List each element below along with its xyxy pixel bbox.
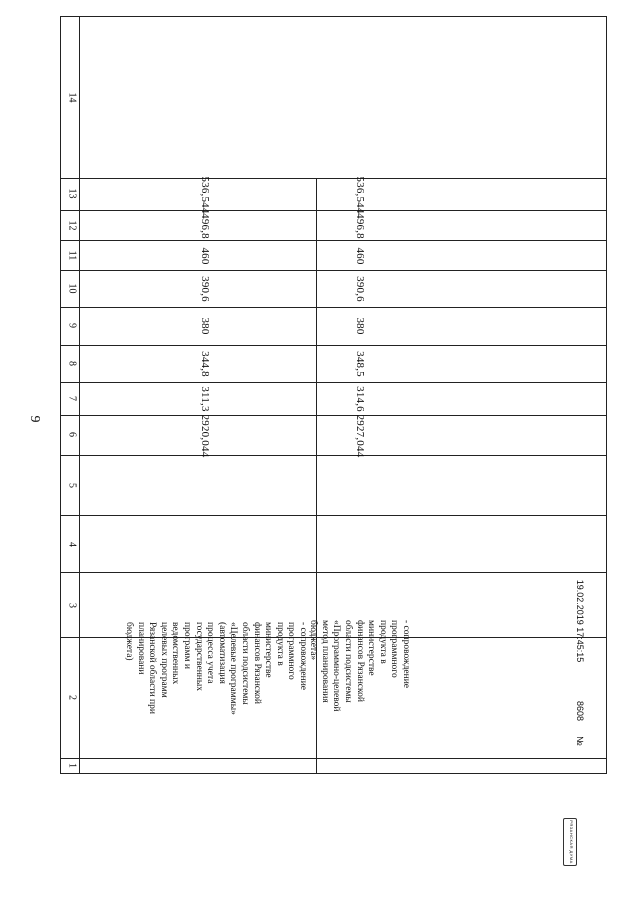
stamp-number: 8608 <box>575 700 585 722</box>
header-col-7: 7 <box>66 396 78 401</box>
row2-col11: 460 <box>354 247 366 265</box>
row1-col12: 496,8 <box>199 213 211 239</box>
stamp-number-prefix: № <box>575 736 585 746</box>
header-col-10: 10 <box>66 283 78 294</box>
header-col-1: 1 <box>66 763 78 768</box>
row2-col6: 2927,044 <box>354 414 366 458</box>
header-col-13: 13 <box>66 188 78 199</box>
row1-col7: 311,3 <box>199 386 211 412</box>
row1-col6: 2920,044 <box>199 414 211 458</box>
header-col-8: 8 <box>66 361 78 366</box>
header-col-6: 6 <box>66 432 78 437</box>
col-line-10 <box>60 515 607 516</box>
row2-col9: 380 <box>354 317 366 335</box>
col-line-11 <box>60 572 607 573</box>
row2-col8: 348,5 <box>354 351 366 377</box>
page-number: 9 <box>27 415 42 423</box>
row1-col11: 460 <box>199 247 211 265</box>
header-col-12: 12 <box>66 220 78 231</box>
col-line-6 <box>60 345 607 346</box>
table-border-left <box>60 16 61 774</box>
row2-col12: 496,8 <box>354 213 366 239</box>
header-col-14: 14 <box>66 92 78 103</box>
row1-col9: 380 <box>199 317 211 335</box>
col-line-5 <box>60 307 607 308</box>
stamp-datetime: 19.02.2019 17:45:15 <box>575 579 585 663</box>
duma-logo: РЯЗАНСКАЯ ДУМА <box>563 818 577 866</box>
header-col-3: 3 <box>66 603 78 608</box>
col-line-4 <box>60 270 607 271</box>
col-line-1 <box>60 178 607 179</box>
row1-col8: 344,8 <box>199 351 211 377</box>
row1-col13: 536,544 <box>199 176 211 214</box>
header-col-5: 5 <box>66 483 78 488</box>
table-border-right <box>606 16 607 774</box>
table-border-top <box>60 16 607 17</box>
col-line-2 <box>60 210 607 211</box>
header-col-2: 2 <box>66 695 78 700</box>
col-line-8 <box>60 415 607 416</box>
col-line-9 <box>60 455 607 456</box>
col-line-3 <box>60 240 607 241</box>
row1-description: - сопровождение программного продукта в министерстве финансов Рязанской области подсистемы «Целевые программы» (автоматизация процесса учета государственных программ и ведомственных целевых программ Рязанской области при планировани бюджета) <box>124 622 308 715</box>
col-line-7 <box>60 382 607 383</box>
header-col-9: 9 <box>66 323 78 328</box>
row2-description: - сопровождение программного продукта в министерстве финансов Рязанской области подсистемы «Программно-целевой метод планирования бюджета» <box>308 620 411 712</box>
row2-col10: 390,6 <box>354 276 366 302</box>
row2-col13: 536,544 <box>354 176 366 214</box>
header-col-4: 4 <box>66 542 78 547</box>
row1-col10: 390,6 <box>199 276 211 302</box>
row2-col7: 314,6 <box>354 386 366 412</box>
header-col-11: 11 <box>66 250 78 261</box>
